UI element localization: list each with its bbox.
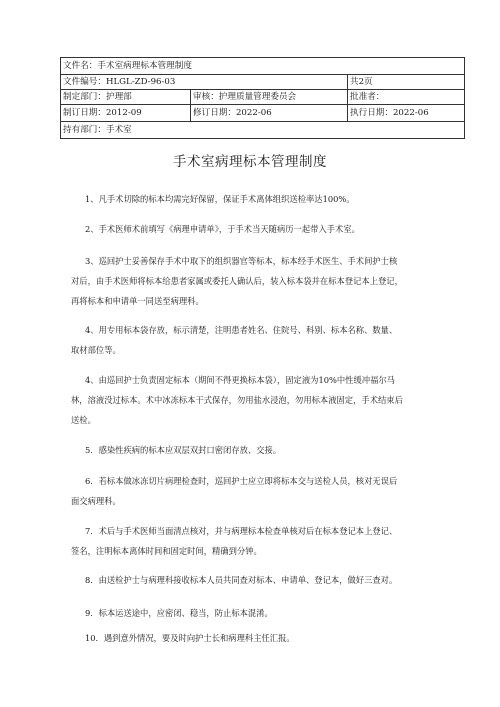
paragraph-line: 1、凡手术切除的标本均需完好保留，保证手术离体组织送检率达100%。 <box>85 194 355 204</box>
rule-paragraph <box>85 219 470 239</box>
paragraph-line: 9．标本运送途中，应密闭、稳当，防止标本混淆。 <box>85 608 273 618</box>
file-number-cell: 文件编号：HLGL-ZD-96-03 <box>61 75 348 90</box>
rule-paragraph <box>85 628 470 648</box>
rule-paragraph <box>85 603 470 623</box>
approver-cell: 批准者： <box>348 90 465 105</box>
paragraph-line: 10．遇到意外情况，要及时向护士长和病理科主任汇报。 <box>85 633 295 643</box>
made-date-cell: 制订日期：2012-09 <box>61 105 191 122</box>
rule-paragraph <box>85 440 470 460</box>
paragraph-line: 8．由送检护士与病理科接收标本人员共同查对标本、申请单、登记本，做好三查对。 <box>85 575 398 585</box>
holder-dept-cell: 持有部门：手术室 <box>61 122 465 139</box>
rule-paragraph <box>71 320 470 360</box>
exec-date-cell: 执行日期：2022-06 <box>348 105 465 122</box>
department-cell: 制定部门：护理部 <box>61 90 191 105</box>
rule-paragraph <box>71 370 470 430</box>
paragraph-line: 4、用专用标本袋存放，标示清楚，注明患者姓名、住院号、科别、标本名称、数量、 <box>85 325 398 335</box>
paragraph-line: 2、手术医师术前填写《病理申请单》，于手术当天随病历一起带入手术室。 <box>85 224 360 234</box>
paragraph-line: 4、由巡回护士负责固定标本（期间不得更换标本袋），固定液为10%中性缓冲福尔马 <box>85 375 395 385</box>
rule-paragraph <box>85 189 470 209</box>
reviewer-cell: 审核：护理质量管理委员会 <box>191 90 348 105</box>
paragraph-line: 5．感染性疾病的标本应双层双封口密闭存放、交接。 <box>85 445 282 455</box>
document-info-table <box>60 57 465 139</box>
paragraph-line: 6．若标本做冰冻切片病理检查时，巡回护士应立即将标本交与送检人员，核对无误后 <box>85 476 398 486</box>
paragraph-line: 7．术后与手术医师当面清点核对，并与病理标本检查单核对后在标本登记本上登记、 <box>85 526 398 536</box>
document-title: 手术室病理标本管理制度 <box>173 154 327 170</box>
rule-paragraph <box>85 570 470 590</box>
paragraph-line: 面交病理科。 <box>71 496 121 506</box>
paragraph-line: 签名，注明标本离体时间和固定时间，精确到分钟。 <box>71 546 262 556</box>
revised-date-cell: 修订日期：2022-06 <box>191 105 348 122</box>
rule-paragraph <box>71 521 470 561</box>
paragraph-line: 再将标本和申请单一同送至病理科。 <box>71 296 204 306</box>
paragraph-line: 3、巡回护士妥善保存手术中取下的组织器官等标本，标本经手术医生、手术间护士核 <box>85 256 398 266</box>
paragraph-line: 送检。 <box>71 415 96 425</box>
paragraph-line: 林，溶液没过标本。术中冰冻标本干式保存，勿用盐水浸泡，勿用标本液固定，手术结束后 <box>71 395 403 405</box>
page-count-cell: 共2页 <box>348 75 465 90</box>
rule-paragraph <box>71 251 470 311</box>
file-name-cell: 文件名：手术室病理标本管理制度 <box>61 58 465 75</box>
paragraph-line: 取材部位等。 <box>71 345 121 355</box>
rule-paragraph <box>71 471 470 511</box>
paragraph-line: 对后，由手术医师将标本给患者家属或委托人确认后，装入标本袋并在标本登记本上登记， <box>71 276 403 286</box>
